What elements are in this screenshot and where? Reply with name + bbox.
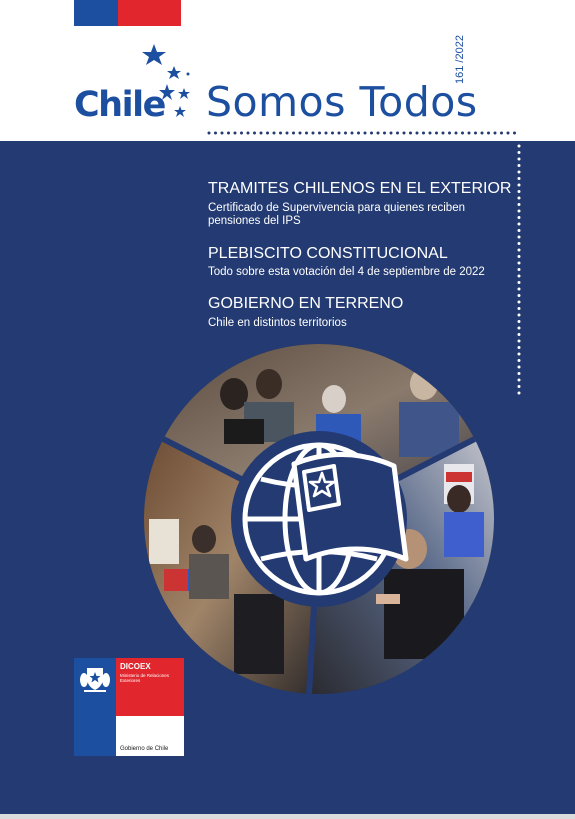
flag-stripe-red bbox=[118, 0, 181, 26]
article-headline: GOBIERNO EN TERRENO bbox=[208, 295, 404, 312]
issue-number-text: 161 /2022 bbox=[454, 35, 466, 84]
article-subtitle: Chile en distintos territorios bbox=[208, 317, 347, 329]
issue-number bbox=[440, 35, 480, 84]
photo-collage bbox=[144, 344, 494, 694]
chile-brand-logo: Chile bbox=[74, 85, 165, 125]
article-subtitle: Certificado de Supervivencia para quienes reciben pensiones del IPS bbox=[208, 202, 465, 227]
logo-government: Gobierno de Chile bbox=[120, 746, 169, 752]
dicoex-logo bbox=[74, 658, 184, 756]
article-subtitle: Todo sobre esta votación del 4 de septiembre de 2022 bbox=[208, 266, 485, 278]
logo-ministry: Ministerio de Relaciones Exteriores bbox=[120, 673, 170, 683]
article-headline: TRAMITES CHILENOS EN EL EXTERIOR bbox=[208, 180, 512, 197]
article-headline: PLEBISCITO CONSTITUCIONAL bbox=[208, 245, 448, 262]
bottom-edge bbox=[0, 814, 575, 819]
logo-title: DICOEX bbox=[120, 662, 151, 671]
coat-of-arms-icon bbox=[78, 662, 112, 696]
magazine-title: Somos Todos bbox=[206, 78, 478, 126]
flag-stripe-blue bbox=[74, 0, 118, 26]
globe-flag-icon bbox=[231, 431, 407, 607]
